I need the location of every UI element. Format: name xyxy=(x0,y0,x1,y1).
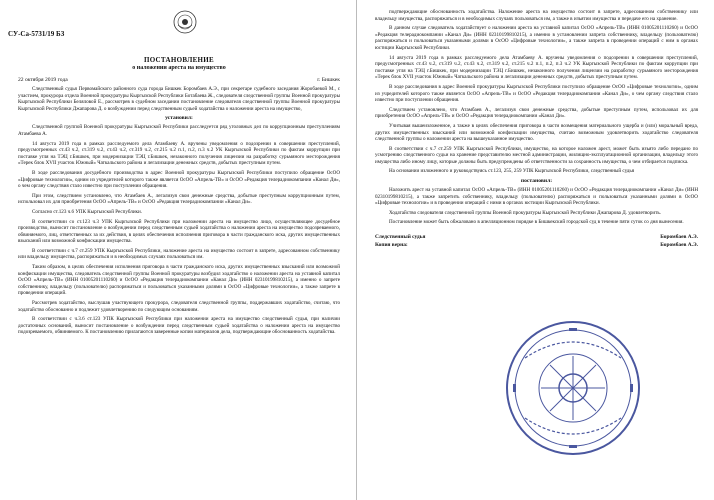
document-title: ПОСТАНОВЛЕНИЕ xyxy=(143,56,215,64)
right-paragraph: В соответствии с ч.7 ст.259 УПК Кыргызской Республики, имущество, на которое наложен арест, может быть изъято либо передано по усмотрению следственного судьи на хранение представителю местной администрации, жилищно-эксплуатационной организации, владельцу этого имущества либо иному лицу, которые должны быть предупреждены об ответственности за сохранность имущества, о чем отбирается подписка. xyxy=(375,145,698,165)
signature-role: Следственный судья xyxy=(375,234,426,241)
decision-paragraph: Постановление может быть обжаловано в апелляционном порядке в Бишкекский городской суд в течение пяти суток со дня вынесения. xyxy=(389,219,684,226)
document-date: 22 октября 2019 года xyxy=(18,77,68,83)
right-paragraph: подтверждающие обоснованность ходатайства. Наложение ареста на имущество состоит в запрете, адресованном собственнику или владельцу имущества, распоряжаться и в необходимых случаях пользоваться им, а также в изъятии имущества и передаче его на хранение. xyxy=(375,9,698,22)
right-paragraph: Следствием установлено, что Атамбаев А., легализуя свои денежные средства, добытые преступным путем, использовал их для приобретения ОсОО «Апрель-ТВ» и ОсОО «Редакция телерадиокомпании «Канал Ди». xyxy=(375,106,698,120)
established-heading: установил: xyxy=(165,115,193,122)
left-paragraph: В соответствии со ст.123 ч.3 УПК Кыргызской Республики при наложении ареста на имущество лицо, осуществляющее досудебное производство, выносит постановление о возбуждении перед следственным судьей ходатайства о наложении ареста на имущество подозреваемого, обвиняемого, лиц, ответственных за их действия, в целях обеспечения исполнения приговора в части гражданского иска, других имущественных взысканий или возможной конфискации имущества. xyxy=(18,218,340,245)
dateline xyxy=(18,77,340,83)
resolved-heading: постановил: xyxy=(520,178,553,185)
signature-line xyxy=(375,242,698,248)
signature-role: Копия верна: xyxy=(375,242,408,249)
right-paragraph: В ходе расследования в адрес Военной прокуратуры Кыргызской Республики поступило обращение ОсОО «Цифровые технологии», одним из учредителей которого также является ОсОО «Апрель-ТВ» и ОсОО «Редакция телерадиокомпании «Канал Ди», о чем органу следствия стало известно при поступлении обращения. xyxy=(375,83,698,104)
left-paragraph: Следственной группой Военной прокуратуры Кыргызской Республики расследуется ряд уголовных дел по коррупционным преступлениям Атамбаева А. xyxy=(18,124,340,137)
left-paragraph: Рассмотрев ходатайство, выслушав участвующего прокурора, следователя следственной группы, поддержавших ходатайство, считаю, что ходатайство обоснованно и подлежит удовлетворению по следующим основаниям. xyxy=(18,300,340,313)
signature-name: Боромбаев А.Э. xyxy=(660,242,698,249)
right-paragraph: Учитывая вышеизложенное, а также в целях обеспечения приговора в части возмещения материального ущерба и (или) моральный вреда, других имущественных взысканий или возможной конфискации имущества, считаю возможным удовлетворить ходатайство следователя следственной группы о наложении ареста на вышеуказанное имущество. xyxy=(375,122,698,143)
court-seal-stamp-icon xyxy=(503,318,643,458)
document-city: г. Бишкек xyxy=(317,77,340,83)
court-emblem-icon xyxy=(173,10,197,34)
left-paragraph: Согласно ст.123 ч.6 УПК Кыргызской Республики. xyxy=(32,208,143,215)
left-paragraph: В ходе расследования досудебного производства в адрес Военной прокуратуры Кыргызской Республики поступило обращение ОсОО «Цифровые технологии», одним из учредителей которого также является ОсОО «Апрель-ТВ» и ОсОО «Редакция телерадиокомпании «Канал Ди», о чем органу следствия стало известно при поступлении обращения. xyxy=(18,169,340,190)
document-subtitle: о наложении ареста на имущество xyxy=(132,65,226,71)
signature-name: Боромбаев А.Э. xyxy=(660,234,698,241)
left-paragraph: 14 августа 2019 года в рамках расследуемого дела Атамбаеву А. вручены уведомления о подозрении в совершении преступлений, предусмотренных ст.43 ч.2, ст.319 ч.2, ст.43 ч.2, ст.319 ч.2, ст.215 ч.2 п.1, п.2, п.3 ч.2 УК Кыргызской Республики по фактам коррупции при поставке угля на ТЭЦ г.Бишкек, при модернизации ТЭЦ г.Бишкек, незаконного получения лицензии на разработку сурьмяного месторождения «Терек блок XVII участок Южный» Чаткальского района и легализации денежных средств, добытых преступным путем. xyxy=(18,140,340,167)
right-paragraph: В данном случае следователь ходатайствует о наложении ареста на уставной капитал ОсОО «Апрель-ТВ» (ИНН 01005201110260) и ОсОО «Редакция телерадиокомпании «Канал Ди» (ИНН 02310199810215), а именно в установлении запрета собственнику, владельцу (пользователю) распоряжаться и пользоваться указанными долями в ОсОО «Цифровые технологии», а также запрета в проведении операций с ним в органах юстиции Кыргызской Республики. xyxy=(375,25,698,51)
right-paragraph: 14 августа 2019 года в рамках расследуемого дела Атамбаеву А. вручены уведомления о подозрении в совершении преступлений, предусмотренных ст.43 ч.2, ст.319 ч.2, ст.43 ч.2, ст.319 ч.2, ст.215 ч.2 п.1, п.2, п.3 ч.2 УК Кыргызской Республики по фактам коррупции при поставке угля на ТЭЦ г.Бишкек, при модернизации ТЭЦ г.Бишкек, незаконного получения лицензии на разработку сурьмяного месторождения «Терек блок XVII участок Южный» Чаткальского района и легализации денежных средств, добытых преступным путем. xyxy=(375,54,698,81)
left-paragraph: При этом, следствием установлено, что Атамбаев А., легализуя свои денежные средства, добытые преступным коррупционным путем, использовал их для приобретения ОсОО «Апрель-ТВ» и ОсОО «Редакция телерадиокомпании «Канал Ди». xyxy=(18,192,340,206)
left-paragraph: Таким образом, в целях обеспечения исполнения приговора в части гражданского иска, других имущественных взысканий или возможной конфискации имущества, следователь следственной группы Военной прокуратуры возбудил ходатайство о наложении ареста на уставной капитал ОсОО «Апрель-ТВ» (ИНН 01005201110260) и ОсОО «Редакция телерадиокомпании «Канал Ди» (ИНН 02310199810215), а именно о запрете собственнику, владельцу (пользователю) распоряжаться и пользоваться указанными долями в ОсОО «Цифровые технологии», а также запрете в проведении операций. xyxy=(18,264,340,297)
decision-paragraph: Наложить арест на уставной капитал ОсОО «Апрель-ТВ» (ИНН 01005201110260) и ОсОО «Редакция телерадиокомпании «Канал Ди» (ИНН 02310199810215), а также запретить собственнику, владельцу (пользователю) распоряжаться и пользоваться указанными долями в ОсОО «Цифровые технологии» и в проведении операций с ними в органах юстиции Кыргызской Республики. xyxy=(375,187,698,207)
right-paragraph: На основании изложенного и руководствуясь ст.123, 255, 259 УПК Кыргызской Республики, следственный судья xyxy=(389,168,635,175)
case-number: СУ-Са-5731/19 БЗ xyxy=(8,30,65,38)
signature-line xyxy=(375,234,698,240)
page-right xyxy=(357,0,714,500)
decision-paragraph: Ходатайство следователя следственной группы Военной прокуратуры Кыргызской Республики Джапарова Д. удовлетворить. xyxy=(389,209,661,216)
left-paragraph: В соответствии с ч.7 ст.259 УПК Кыргызской Республики, наложение ареста на имущество состоит в запрете, адресованном собственнику или владельцу имущества, распоряжаться и в необходимых случаях пользоваться им. xyxy=(18,247,340,261)
left-paragraph: В соответствии с ч.3.6 ст.123 УПК Кыргызской Республики при наложении ареста на имущество следственный судья, при наличии достаточных оснований, выносит постановление о возбуждении перед следственным судьей ходатайства о наложении ареста на имущество подозреваемого, обвиняемого. К постановлению прилагаются заверенные копии материалов дела, подтверждающие обоснованность ходатайства. xyxy=(18,316,340,336)
intro-paragraph: Следственный судья Первомайского районного суда города Бишкек Боромбаев А.Э., при секретаре судебного заседания Жоробаевой М., с участием, прокурора отдела Военной прокуратуры Кыргызской Республики Ботабаева Ж., следователя следственной группы Военной прокуратуры Кыргызской Республики Беляловой Е., рассмотрев в судебном заседании постановление следователя следственной группы Военной прокуратуры Кыргызской Республики Джапарова Д. о возбуждении перед следственным судьей ходатайства о наложении ареста на имущество, xyxy=(18,86,340,112)
